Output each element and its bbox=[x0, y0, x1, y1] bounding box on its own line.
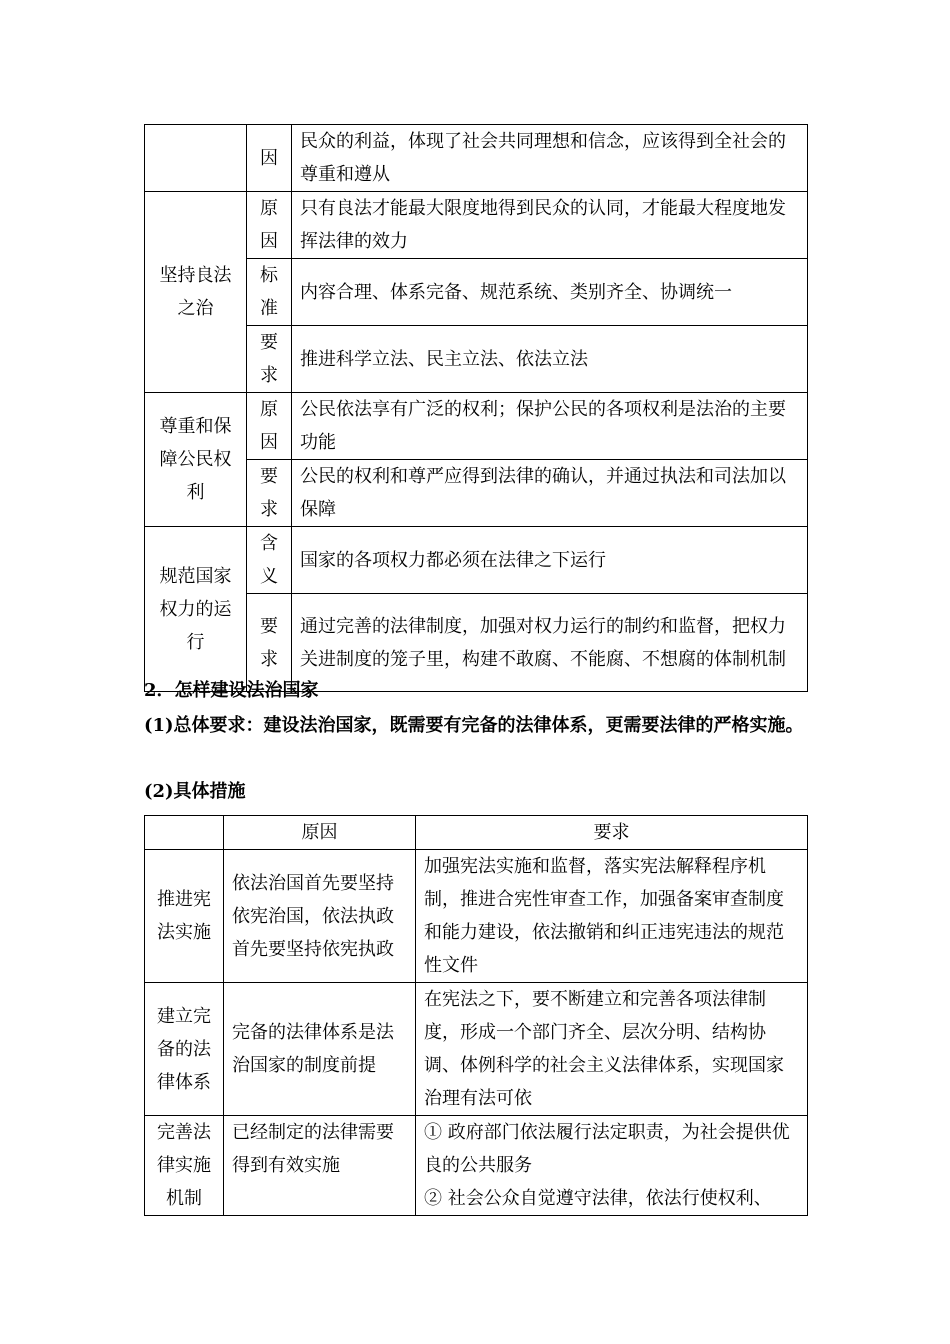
requirement-cell: 加强宪法实施和监督，落实宪法解释程序机制，推进合宪性审查工作，加强备案审查制度和能力建设，依法撤销和纠正违宪违法的规范性文件 bbox=[416, 850, 808, 983]
sub-label: 原因 bbox=[260, 399, 278, 453]
content-cell: 通过完善的法律制度，加强对权力运行的制约和监督，把权力关进制度的笼子里，构建不敢腐、不能腐、不想腐的体制机制 bbox=[292, 594, 808, 692]
sub-label: 标准 bbox=[260, 265, 278, 319]
requirement-cell bbox=[416, 1116, 808, 1216]
content-cell: 公民的权利和尊严应得到法律的确认，并通过执法和司法加以保障 bbox=[292, 460, 808, 527]
topic-cell: 推进宪法实施 bbox=[145, 850, 224, 983]
sub-label: 原因 bbox=[260, 198, 278, 252]
topic-cell: 尊重和保障公民权利 bbox=[145, 393, 247, 527]
topic-cell: 建立完备的法律体系 bbox=[145, 983, 224, 1116]
sub-label-cell bbox=[247, 460, 292, 527]
reason-cell: 依法治国首先要坚持依宪治国，依法执政首先要坚持依宪执政 bbox=[224, 850, 416, 983]
section-heading: 2．怎样建设法治国家 bbox=[144, 680, 319, 701]
sub-label: 含义 bbox=[260, 533, 278, 587]
requirement-cell: 在宪法之下，要不断建立和完善各项法律制度，形成一个部门齐全、层次分明、结构协调、体例科学的社会主义法律体系，实现国家治理有法可依 bbox=[416, 983, 808, 1116]
table-row bbox=[145, 527, 808, 594]
column-header: 要求 bbox=[416, 816, 808, 850]
content-cell: 国家的各项权力都必须在法律之下运行 bbox=[292, 527, 808, 594]
table-cell-empty bbox=[145, 125, 247, 192]
column-header: 原因 bbox=[224, 816, 416, 850]
sub-label: 要求 bbox=[260, 466, 278, 520]
sub-label: 要求 bbox=[260, 615, 278, 670]
table-row bbox=[145, 983, 808, 1116]
topic-cell: 完善法律实施机制 bbox=[145, 1116, 224, 1216]
table-row bbox=[145, 125, 808, 192]
sub-label: 要求 bbox=[260, 332, 278, 386]
topic-cell: 规范国家权力的运行 bbox=[145, 527, 247, 692]
sub-label-cell bbox=[247, 527, 292, 594]
reason-cell: 已经制定的法律需要得到有效实施 bbox=[224, 1116, 416, 1216]
rule-of-law-table bbox=[144, 124, 808, 692]
sub-label-cell bbox=[247, 393, 292, 460]
content-cell: 公民依法享有广泛的权利；保护公民的各项权利是法治的主要功能 bbox=[292, 393, 808, 460]
paragraph: (1)总体要求：建设法治国家，既需要有完备的法律体系，更需要法律的严格实施。 bbox=[144, 715, 804, 736]
content-cell: 内容合理、体系完备、规范系统、类别齐全、协调统一 bbox=[292, 259, 808, 326]
table-row bbox=[145, 1116, 808, 1216]
content-cell: 只有良法才能最大限度地得到民众的认同，才能最大程度地发挥法律的效力 bbox=[292, 192, 808, 259]
sub-label-cell bbox=[247, 192, 292, 259]
paragraph: (2)具体措施 bbox=[144, 781, 246, 802]
sub-label-cell bbox=[247, 259, 292, 326]
table-row bbox=[145, 393, 808, 460]
table-row bbox=[145, 850, 808, 983]
requirement-line: ① 政府部门依法履行法定职责，为社会提供优良的公共服务 bbox=[424, 1122, 790, 1176]
table-row bbox=[145, 192, 808, 259]
measures-table bbox=[144, 815, 808, 1216]
topic-cell: 坚持良法之治 bbox=[145, 192, 247, 393]
reason-cell: 完备的法律体系是法治国家的制度前提 bbox=[224, 983, 416, 1116]
content-cell: 民众的利益，体现了社会共同理想和信念，应该得到全社会的尊重和遵从 bbox=[292, 125, 808, 192]
column-header bbox=[145, 816, 224, 850]
sub-label-cell: 因 bbox=[247, 125, 292, 192]
table-header-row bbox=[145, 816, 808, 850]
content-cell: 推进科学立法、民主立法、依法立法 bbox=[292, 326, 808, 393]
requirement-line: ② 社会公众自觉遵守法律，依法行使权利、 bbox=[424, 1188, 772, 1209]
sub-label-cell bbox=[247, 326, 292, 393]
